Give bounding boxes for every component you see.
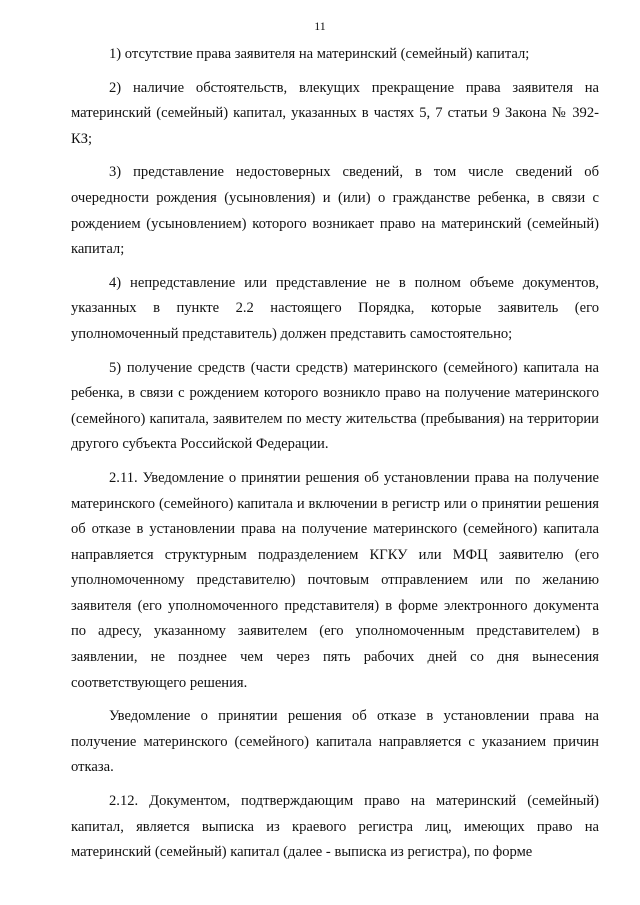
paragraph-item-4: 4) непредставление или представление не в полном объеме документов, указанных в пункте 2.2 настоящего Порядка, которые заявитель (его уполномоченный представитель) должен представить самостоятельно;	[71, 274, 599, 342]
paragraph-2-12: 2.12. Документом, подтверждающим право на материнский (семейный) капитал, является выписка из краевого регистра лиц, имеющих право на материнский (семейный) капитал (далее - выписка из регистра), по форме	[71, 793, 599, 861]
paragraph-item-5: 5) получение средств (части средств) материнского (семейного) капитала на ребенка, в связи с рождением которого возникло право на получение материнского (семейного) капитала, заявителем по месту жительства (пребывания) на территории другого субъекта Российской Федерации.	[71, 359, 599, 453]
paragraph-item-2: 2) наличие обстоятельств, влекущих прекращение права заявителя на материнский (семейный) капитал, указанных в частях 5, 7 статьи 9 Закона № 392-КЗ;	[71, 79, 599, 147]
paragraph-2-11: 2.11. Уведомление о принятии решения об установлении права на получение материнского (семейного) капитала и включении в регистр или о принятии решения об отказе в установлении права на получение материнского (семейного) капитала направляется структурным подразделением КГКУ или МФЦ заявителю (его уполномоченному представителю) почтовым отправлением или по желанию заявителя (его уполномоченного представителя) в форме электронного документа по адресу, указанному заявителем (его уполномоченным представителем) в заявлении, не позднее чем через пять рабочих дней со дня вынесения соответствующего решения.	[71, 469, 599, 691]
paragraph-refusal-notice: Уведомление о принятии решения об отказе в установлении права на получение материнского (семейного) капитала направляется с указанием причин отказа.	[71, 708, 599, 776]
page-number: 11	[314, 19, 326, 33]
paragraph-item-3: 3) представление недостоверных сведений, в том числе сведений об очередности рождения (усыновления) и (или) о гражданстве ребенка, в связи с рождением (усыновлением) которого возникает право на материнский (семейный) капитал;	[71, 164, 599, 258]
document-body	[71, 42, 599, 866]
paragraph-item-1: 1) отсутствие права заявителя на материнский (семейный) капитал;	[109, 46, 530, 62]
